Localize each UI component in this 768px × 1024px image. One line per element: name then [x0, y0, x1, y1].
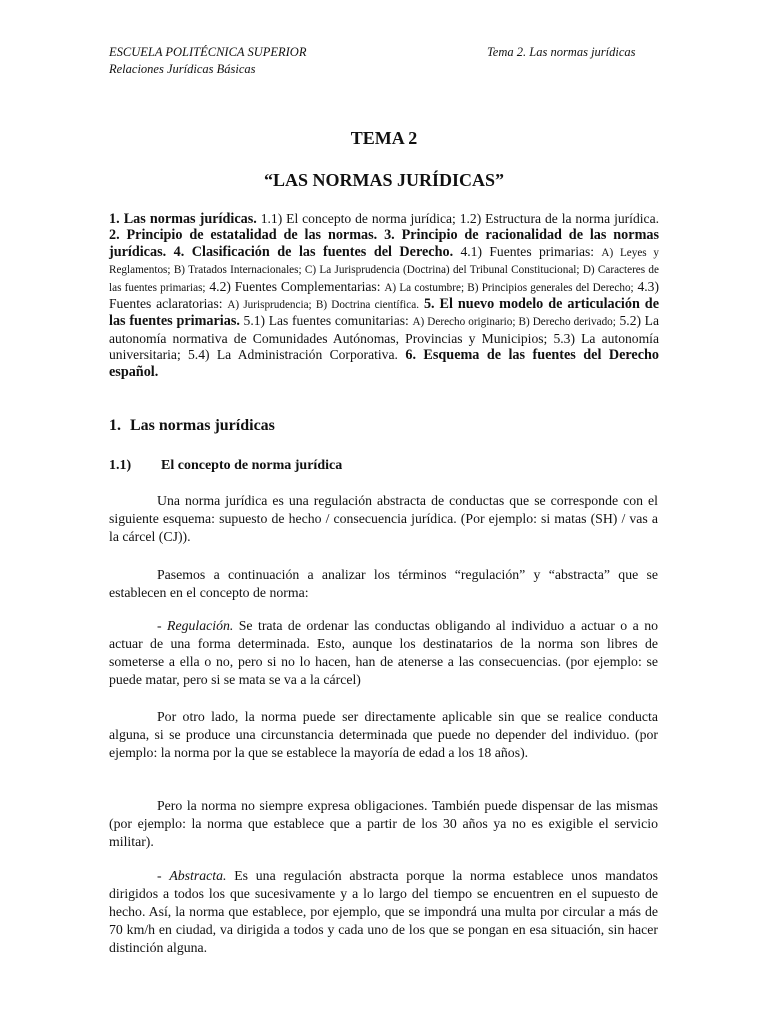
toc-section-3: 3. Principio de racionalidad de las normas jurídicas. [109, 227, 659, 260]
page-header-left [109, 44, 306, 78]
paragraph-text: Una norma jurídica es una regulación abstracta de conductas que se corresponde con el siguiente esquema: supuesto de hecho / consecuencia jurídica. (Por ejemplo: si matas (SH) / vas a la cárcel (CJ)). [109, 493, 658, 544]
header-school: ESCUELA POLITÉCNICA SUPERIOR [109, 45, 307, 59]
toc-section-2: 2. Principio de estatalidad de las normas. [109, 227, 378, 244]
toc-section-5-1-items: A) Derecho originario; B) Derecho derivado; [412, 316, 616, 329]
paragraph-abstracta [109, 867, 658, 957]
toc-section-6: 6. Esquema de las fuentes del Derecho español. [109, 347, 659, 380]
table-of-contents [109, 211, 659, 380]
page-subtitle: “LAS NORMAS JURÍDICAS” [263, 170, 505, 190]
section-title: Las normas jurídicas [130, 417, 275, 434]
toc-section-4-3: 4.3) Fuentes aclaratorias: [109, 278, 659, 312]
paragraph-text: Por otro lado, la norma puede ser directamente aplicable sin que se realice conducta alguna, si se produce una circunstancia determinada que puede no depender del individuo. (por ejemplo: la norma por la que se establece la mayoría de edad a los 18 años). [109, 709, 658, 760]
header-topic: Tema 2. Las normas jurídicas [487, 45, 636, 59]
toc-section-4-1-items: A) Leyes y Reglamentos; B) Tratados Internacionales; C) La Jurisprudencia (Doctrina) del Tribunal Constitucional; D) Caracteres de las fuentes primarias; [109, 246, 659, 294]
page-title: TEMA 2 [350, 128, 418, 148]
toc-section-4-1: 4.1) Fuentes primarias: [453, 243, 602, 259]
paragraph-regulacion [109, 617, 658, 689]
paragraph-text: Es una regulación abstracta porque la norma establece unos mandatos dirigidos a todos los que sucesivamente y a lo largo del tiempo se encuentren en el supuesto de hecho. Así, la norma que establece, por ejemplo, que se impondrá una multa por circular a más de 70 km/h en ciudad, va dirigida a todos y cada uno de los que se pongan en esa situación, sin hacer distinción alguna. [109, 868, 659, 955]
paragraph-prefix: - [157, 618, 168, 633]
toc-section-5-1: 5.1) Las fuentes comunitarias: [239, 313, 413, 329]
toc-section-4: 4. Clasificación de las fuentes del Derecho. [166, 243, 454, 260]
toc-section-1-items: 1.1) El concepto de norma jurídica; 1.2) Estructura de la norma jurídica. [256, 211, 659, 226]
paragraph-text: Se trata de ordenar las conductas obligando al individuo a actuar o a no actuar de una forma determinada. Esto, aunque los destinatarios de la norma son libres de someterse a ella o no, pero si no lo hacen, han de atenerse a las consecuencias. (por ejemplo: se puede matar, pero si se mata se va a la cárcel) [109, 618, 658, 687]
paragraph-dispensation [109, 797, 658, 851]
toc-section-4-2-items: A) La costumbre; B) Principios generales del Derecho; [384, 281, 634, 294]
toc-section-5-rest: 5.2) La autonomía normativa de Comunidades Autónomas, Provincias y Municipios; 5.3) La autonomía universitaria; 5.4) La Administración Corporativa. [109, 313, 659, 363]
paragraph-text: Pasemos a continuación a analizar los términos “regulación” y “abstracta” que se establecen en el concepto de norma: [109, 567, 658, 600]
header-course: Relaciones Jurídicas Básicas [109, 62, 256, 76]
section-heading-1 [109, 417, 275, 435]
paragraph-text: Pero la norma no siempre expresa obligaciones. También puede dispensar de las mismas (por ejemplo: la norma que establece que a partir de los 30 años ya no es exigible el servicio militar). [109, 798, 658, 849]
subsection-title: El concepto de norma jurídica [161, 458, 343, 473]
subsection-number: 1.1) [109, 458, 132, 473]
subsection-heading-1-1 [109, 458, 342, 474]
paragraph-definition [109, 492, 658, 546]
toc-section-4-2: 4.2) Fuentes Complementarias: [205, 278, 385, 294]
paragraph-direct-application [109, 708, 658, 762]
toc-section-5: 5. El nuevo modelo de articulación de las fuentes primarias. [109, 296, 659, 330]
term-abstracta: Abstracta. [169, 868, 227, 883]
toc-section-1: 1. Las normas jurídicas. [109, 211, 257, 227]
toc-section-4-3-items: A) Jurisprudencia; B) Doctrina científica. [227, 299, 420, 312]
paragraph-terms [109, 566, 658, 602]
section-number: 1. [109, 417, 121, 434]
paragraph-prefix: - [157, 868, 170, 883]
term-regulacion: Regulación. [167, 618, 234, 633]
